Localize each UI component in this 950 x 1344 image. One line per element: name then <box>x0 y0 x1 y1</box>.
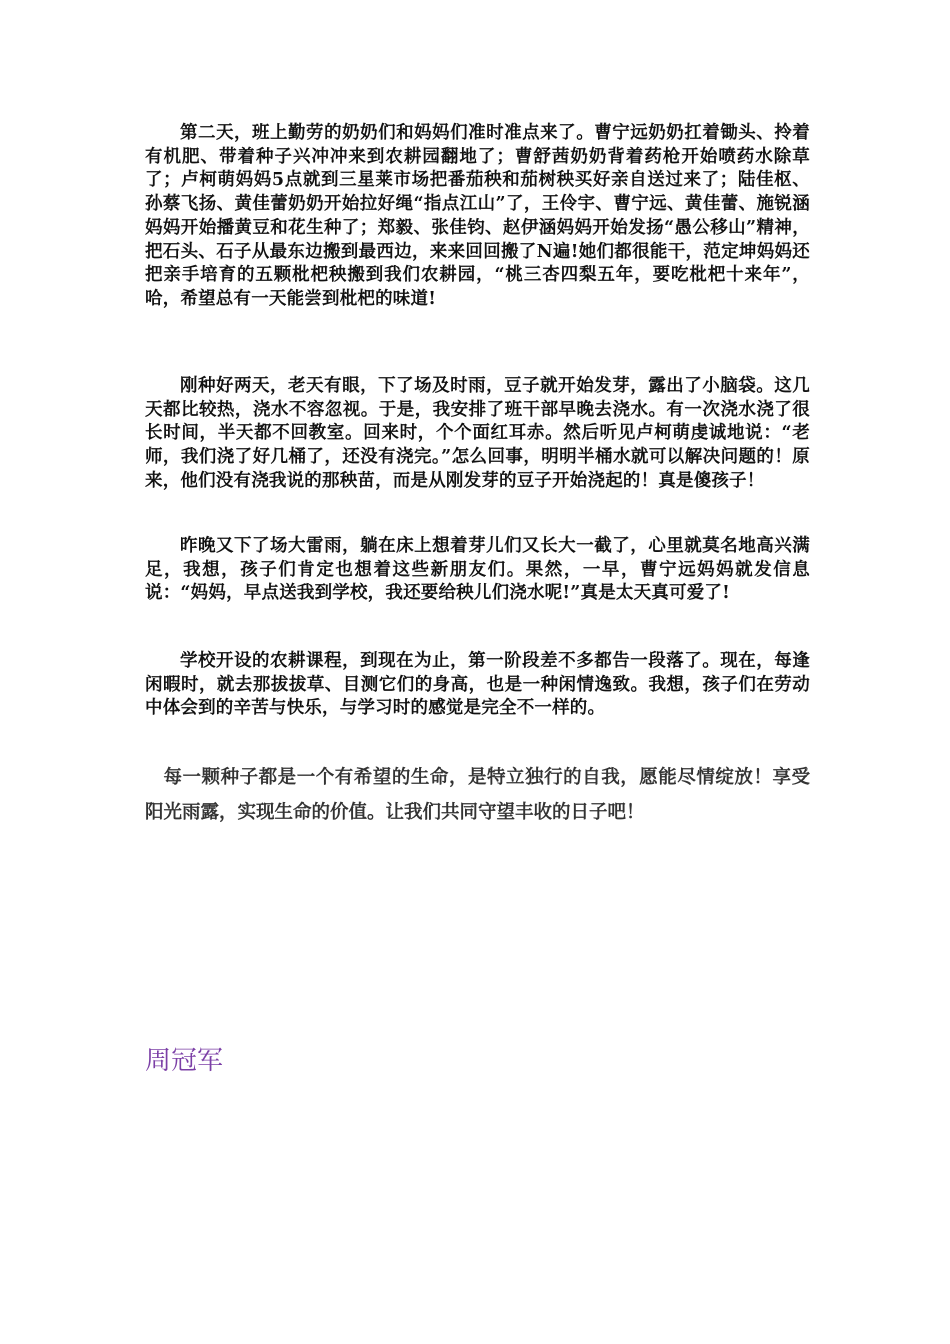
author-name: 周冠军 <box>145 1046 224 1076</box>
paragraph-sprouting: 刚种好两天，老天有眼，下了场及时雨，豆子就开始发芽，露出了小脑袋。这几天都比较热，浇水不容忽视。于是，我安排了班干部早晚去浇水。有一次浇水浇了很长时间，半天都不回教室。回来时，个个面红耳赤。然后听见卢柯萌虔诚地说：“老师，我们浇了好几桶了，还没有浇完。”怎么回事，明明半桶水就可以解决问题的！原来，他们没有浇我说的那秧苗，而是从刚发芽的豆子开始浇起的！真是傻孩子！ <box>145 376 810 491</box>
paragraph-course-summary: 学校开设的农耕课程，到现在为止，第一阶段差不多都告一段落了。现在，每逢闲暇时，就去那拔拔草、目测它们的身高，也是一种闲情逸致。我想，孩子们在劳动中体会到的辛苦与快乐，与学习时的感觉是完全不一样的。 <box>145 651 810 719</box>
paragraph-thunderstorm: 昨晚又下了场大雷雨，躺在床上想着芽儿们又长大一截了，心里就莫名地高兴满足，我想，孩子们肯定也想着这些新朋友们。果然，一早，曹宁远妈妈就发信息说：“妈妈，早点送我到学校，我还要给秧儿们浇水呢!”真是太天真可爱了! <box>145 536 810 604</box>
closing-paragraph: 每一颗种子都是一个有希望的生命，是特立独行的自我，愿能尽情绽放！享受阳光雨露，实现生命的价值。让我们共同守望丰收的日子吧！ <box>145 767 810 823</box>
paragraph-planting-day: 第二天，班上勤劳的奶奶们和妈妈们准时准点来了。曹宁远奶奶扛着锄头、拎着有机肥、带着种子兴冲冲来到农耕园翻地了；曹舒茜奶奶背着药枪开始喷药水除草了；卢柯萌妈妈5点就到三星莱市场把番茄秧和茄树秧买好亲自送过来了；陆佳枢、孙蔡飞扬、黄佳蕾奶奶开始拉好绳“指点江山”了，王伶宇、曹宁远、黄佳蕾、施锐涵妈妈开始播黄豆和花生种了；郑毅、张佳钧、赵伊涵妈妈开始发扬“愚公移山”精神，把石头、石子从最东边搬到最西边，来来回回搬了N遍!她们都很能干，范定坤妈妈还把亲手培育的五颗枇杷秧搬到我们农耕园，“桃三杏四梨五年，要吃枇杷十来年”，哈，希望总有一天能尝到枇杷的味道! <box>145 123 810 309</box>
